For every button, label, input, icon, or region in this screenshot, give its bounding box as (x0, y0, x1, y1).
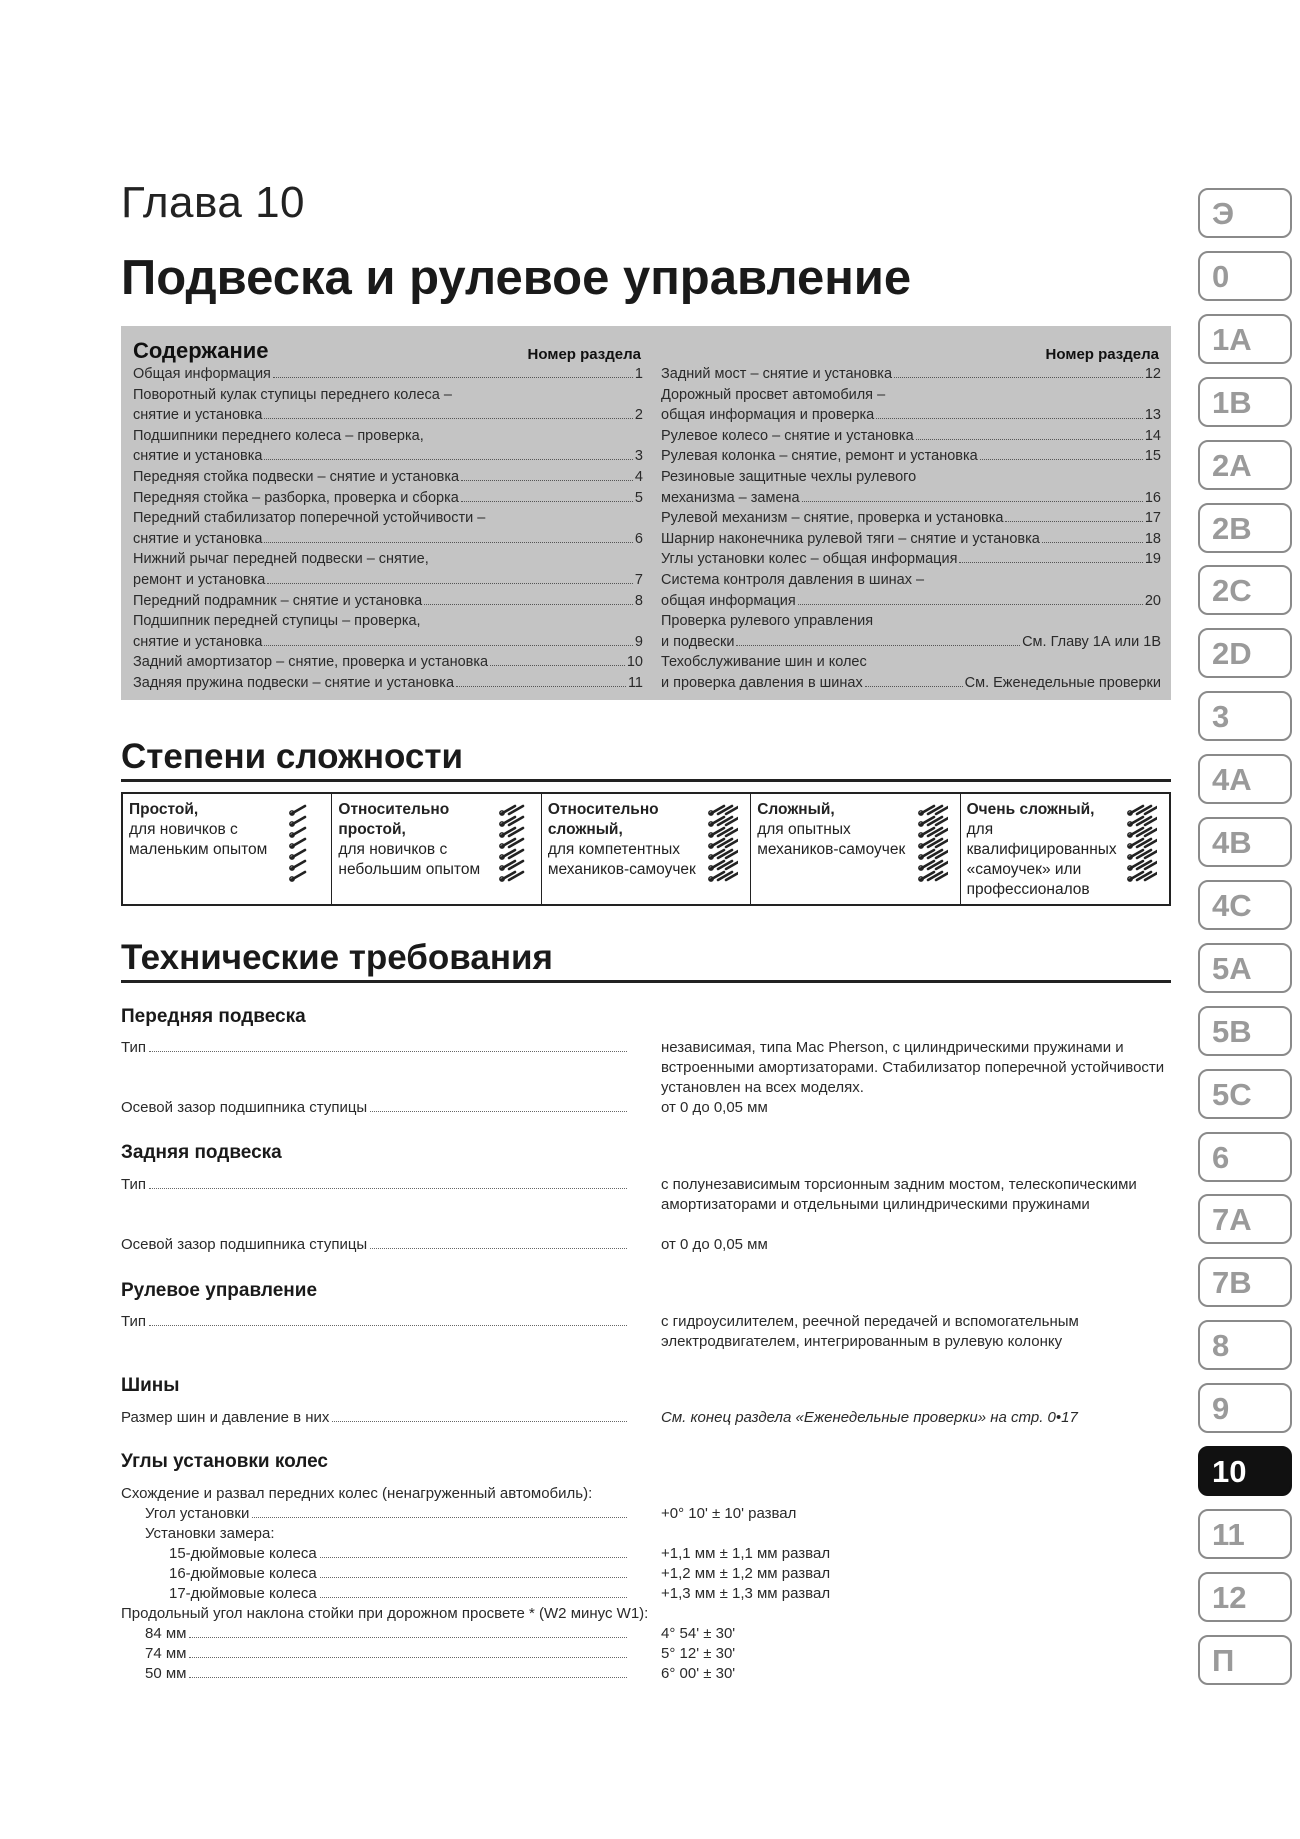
spec-value: 6° 00' ± 30' (661, 1665, 736, 1682)
chapter-tab-label: 3 (1212, 699, 1230, 735)
chapter-tab[interactable] (1198, 1446, 1292, 1496)
chapter-tab-label: 2D (1212, 636, 1252, 672)
chapter-tab[interactable] (1198, 440, 1292, 490)
spec-value: +1,2 мм ± 1,2 мм развал (661, 1565, 831, 1582)
chapter-tab-label: 2B (1212, 510, 1252, 546)
chapter-tab-label: 7B (1212, 1265, 1252, 1301)
chapter-tab-label: 5A (1212, 950, 1252, 986)
contents-item-text: Задняя пружина подвески – снятие и установка (133, 674, 455, 691)
contents-box (121, 326, 1171, 700)
contents-item (133, 364, 643, 385)
chapter-tab[interactable] (1198, 1635, 1292, 1685)
difficulty-description: для опытных механиков-самоучек (757, 821, 906, 858)
spec-value: независимая, типа Mac Pherson, с цилиндрическими пружинами и встроенными амортизаторами. Стабилизатор поперечной устойчивости установлен на всех моделях. (661, 1039, 1165, 1096)
spec-label: Тип (121, 1313, 147, 1330)
spec-label: 15-дюймовые колеса (169, 1545, 317, 1562)
contents-item-number: 4 (634, 468, 643, 485)
contents-item-text: снятие и установка (133, 530, 263, 547)
contents-item-number: См. Главу 1А или 1В (1022, 633, 1161, 650)
chapter-tab[interactable] (1198, 1509, 1292, 1559)
section-number-header: Номер раздела (1045, 346, 1159, 363)
spanner-icon (1125, 800, 1157, 882)
chapter-tab-label: 2C (1212, 573, 1252, 609)
contents-item-number: 16 (1144, 489, 1161, 506)
contents-item-text: Углы установки колес – общая информация (661, 551, 958, 568)
spec-label: Размер шин и давление в них (121, 1409, 330, 1426)
contents-item (661, 364, 1161, 385)
contents-item-text: механизма – замена (661, 489, 800, 506)
difficulty-description: для новичков с небольшим опытом (338, 841, 481, 878)
spec-value: 5° 12' ± 30' (661, 1645, 736, 1662)
steering-heading: Рулевое управление (121, 1280, 318, 1301)
chapter-tab[interactable] (1198, 377, 1292, 427)
chapter-tab-label: 0 (1212, 258, 1230, 294)
contents-item-text: и проверка давления в шинах (661, 674, 863, 691)
contents-item-text: Поворотный кулак ступицы переднего колеса – (133, 386, 452, 403)
chapter-label: Глава 10 (121, 178, 306, 227)
chapter-tab-label: 1A (1212, 321, 1252, 357)
chapter-tab[interactable] (1198, 1257, 1292, 1307)
difficulty-title: Очень сложный, (966, 801, 1095, 818)
chapter-tab[interactable] (1198, 1320, 1292, 1370)
tyres-heading: Шины (121, 1375, 180, 1396)
difficulty-description: для квалифицированных «самоучек» или профессионалов (966, 821, 1117, 898)
difficulty-level (332, 794, 541, 904)
alignment-heading: Углы установки колес (121, 1451, 328, 1472)
section-number-header: Номер раздела (527, 346, 641, 363)
contents-item-number: См. Еженедельные проверки (964, 674, 1161, 691)
chapter-tab[interactable] (1198, 1006, 1292, 1056)
front-suspension-heading: Передняя подвеска (121, 1006, 306, 1027)
contents-item-text: снятие и установка (133, 633, 263, 650)
contents-item (661, 549, 1161, 570)
difficulty-title: Простой, (129, 801, 199, 818)
chapter-tab-label: П (1212, 1642, 1235, 1678)
chapter-tab[interactable] (1198, 1069, 1292, 1119)
contents-item (661, 385, 1161, 426)
contents-item-text: Передний стабилизатор поперечной устойчивости – (133, 510, 486, 527)
contents-item (661, 529, 1161, 550)
contents-item-text: Система контроля давления в шинах – (661, 571, 925, 588)
difficulty-title: Сложный, (757, 801, 835, 818)
contents-item-number: 15 (1144, 448, 1161, 465)
difficulty-label (129, 800, 279, 860)
contents-item-text: Резиновые защитные чехлы рулевого (661, 468, 917, 485)
contents-item-number: 11 (627, 674, 643, 691)
spec-value: с полунезависимым торсионным задним мостом, телескопическими амортизаторами и отдельными цилиндрическими пружинами (661, 1176, 1137, 1213)
difficulty-label (548, 800, 698, 880)
spec-value: 4° 54' ± 30' (661, 1625, 736, 1642)
contents-item-text: Проверка рулевого управления (661, 613, 874, 630)
spec-value: от 0 до 0,05 мм (661, 1236, 768, 1253)
chapter-tab-label: 5C (1212, 1076, 1252, 1112)
chapter-tab-label: 1B (1212, 384, 1252, 420)
chapter-tab-label: 4B (1212, 825, 1252, 860)
contents-item-text: Передняя стойка – разборка, проверка и сборка (133, 489, 459, 506)
chapter-tab[interactable] (1198, 1572, 1292, 1622)
chapter-tab-label: 9 (1212, 1391, 1230, 1427)
chapter-tab[interactable] (1198, 1194, 1292, 1244)
contents-item (661, 467, 1161, 508)
chapter-tab[interactable] (1198, 1132, 1292, 1182)
chapter-tab-label: 6 (1212, 1139, 1230, 1175)
difficulty-level (751, 794, 960, 904)
contents-item-number: 18 (1144, 530, 1161, 547)
contents-item-number: 14 (1144, 427, 1161, 444)
spec-value: См. конец раздела «Еженедельные проверки» на стр. 0•17 (661, 1409, 1078, 1426)
contents-item (133, 467, 643, 488)
contents-item (133, 673, 643, 694)
chapter-tab[interactable] (1198, 943, 1292, 993)
contents-item-number: 6 (634, 530, 643, 547)
contents-item-text: Подшипники переднего колеса – проверка, (133, 427, 424, 444)
chapter-tab-label: 4A (1212, 762, 1252, 798)
spec-label: Осевой зазор подшипника ступицы (121, 1099, 368, 1116)
spec-label: 50 мм (145, 1665, 187, 1682)
spec-label: 16-дюймовые колеса (169, 1565, 317, 1582)
contents-item-text: Задний амортизатор – снятие, проверка и установка (133, 654, 489, 671)
contents-item-text: Рулевой механизм – снятие, проверка и установка (661, 510, 1004, 527)
contents-item-number: 9 (634, 633, 643, 650)
contents-item (133, 426, 643, 467)
spec-value: от 0 до 0,05 мм (661, 1099, 768, 1116)
contents-item-text: Рулевое колесо – снятие и установка (661, 427, 914, 444)
spec-label: Установки замера: (145, 1525, 275, 1542)
spanner-icon (497, 800, 529, 882)
chapter-tab-label: Э (1212, 196, 1235, 231)
contents-item-number: 20 (1144, 592, 1161, 609)
contents-item-text: Передняя стойка подвески – снятие и установка (133, 468, 460, 485)
contents-item-text: Общая информация (133, 366, 271, 382)
rear-suspension-heading: Задняя подвеска (121, 1142, 282, 1163)
spec-label: 74 мм (145, 1645, 187, 1662)
difficulty-level (123, 794, 332, 904)
contents-item-number: 19 (1144, 551, 1161, 568)
spec-label: 84 мм (145, 1625, 187, 1642)
difficulty-label (967, 800, 1117, 900)
contents-item-text: Задний мост – снятие и установка (661, 366, 893, 382)
contents-item-number: 10 (626, 654, 643, 671)
chapter-tab[interactable] (1198, 188, 1292, 238)
contents-item (661, 508, 1161, 529)
contents-item (661, 611, 1161, 652)
spec-label: Угол установки (145, 1505, 250, 1522)
chapter-tab[interactable] (1198, 817, 1292, 867)
contents-item (133, 549, 643, 590)
contents-item-text: Техобслуживание шин и колес (661, 654, 867, 671)
contents-item (133, 385, 643, 426)
spec-label: Схождение и развал передних колес (ненагруженный автомобиль): (121, 1485, 593, 1502)
contents-item-text: снятие и установка (133, 448, 263, 465)
chapter-tab-label: 12 (1212, 1579, 1247, 1615)
spec-value: +0° 10' ± 10' развал (661, 1505, 797, 1522)
contents-item-number: 7 (634, 571, 643, 588)
chapter-tab-label: 2A (1212, 447, 1252, 483)
difficulty-description: для новичков с маленьким опытом (129, 821, 268, 858)
difficulty-label (757, 800, 907, 860)
chapter-tab[interactable] (1198, 503, 1292, 553)
chapter-tab-label: 5B (1212, 1013, 1252, 1049)
contents-item-text: Нижний рычаг передней подвески – снятие, (133, 551, 429, 568)
contents-item-text: общая информация (661, 592, 796, 609)
contents-item (133, 508, 643, 549)
contents-item (133, 488, 643, 509)
contents-heading: Содержание (133, 338, 269, 363)
chapter-tab[interactable] (1198, 1383, 1292, 1433)
contents-item-number: 2 (634, 407, 643, 424)
contents-item (133, 591, 643, 612)
difficulty-title: Относительно сложный, (547, 801, 659, 838)
contents-item (661, 426, 1161, 447)
chapter-tab-label: 4C (1212, 887, 1252, 923)
chapter-tab[interactable] (1198, 314, 1292, 364)
chapter-tab-label: 11 (1212, 1516, 1245, 1552)
difficulty-label (338, 800, 488, 880)
contents-item-number: 3 (634, 448, 643, 465)
chapter-tab-label: 7A (1212, 1202, 1252, 1238)
contents-item-text: ремонт и установка (133, 571, 266, 588)
contents-item-text: Дорожный просвет автомобиля – (661, 386, 886, 403)
contents-item (133, 652, 643, 673)
spec-label: Тип (121, 1176, 147, 1193)
difficulty-description: для компетентных механиков-самоучек (547, 841, 696, 878)
spec-value: +1,1 мм ± 1,1 мм развал (661, 1545, 831, 1562)
contents-item-number: 5 (634, 489, 643, 506)
contents-item-number: 8 (634, 592, 643, 609)
contents-item (661, 446, 1161, 467)
spec-value: +1,3 мм ± 1,3 мм развал (661, 1585, 831, 1602)
chapter-tab[interactable] (1198, 628, 1292, 678)
difficulty-scale (121, 792, 1171, 906)
contents-item-number: 13 (1144, 407, 1161, 424)
spec-label: Тип (121, 1039, 147, 1056)
contents-column-right (661, 334, 1161, 694)
spanner-icon (287, 800, 319, 882)
contents-item-text: общая информация и проверка (661, 407, 875, 424)
chapter-tab-label: 8 (1212, 1328, 1230, 1364)
contents-item-text: Передний подрамник – снятие и установка (133, 592, 423, 609)
difficulty-title: Относительно простой, (338, 801, 450, 838)
spanner-icon (916, 800, 948, 882)
spec-label: Продольный угол наклона стойки при дорожном просвете * (W2 минус W1): (121, 1605, 649, 1622)
chapter-tab[interactable] (1198, 251, 1292, 301)
chapter-tab[interactable] (1198, 691, 1292, 741)
contents-column-left (133, 334, 643, 694)
chapter-tab[interactable] (1198, 565, 1292, 615)
difficulty-level (961, 794, 1169, 904)
spec-value: с гидроусилителем, реечной передачей и вспомогательным электродвигателем, интегрированным в рулевую колонку (661, 1313, 1079, 1350)
contents-item (133, 611, 643, 652)
contents-item-number: 1 (634, 366, 643, 382)
spec-label: 17-дюймовые колеса (169, 1585, 317, 1602)
difficulty-level (542, 794, 751, 904)
contents-item-text: Рулевая колонка – снятие, ремонт и установка (661, 448, 978, 465)
contents-item-text: Шарнир наконечника рулевой тяги – снятие и установка (661, 530, 1040, 547)
chapter-tab[interactable] (1198, 754, 1292, 804)
contents-item-text: и подвески (661, 633, 735, 650)
page-title: Подвеска и рулевое управление (121, 251, 912, 305)
spec-label: Осевой зазор подшипника ступицы (121, 1236, 368, 1253)
contents-item-number: 17 (1144, 510, 1161, 527)
contents-item-number: 12 (1144, 366, 1161, 382)
difficulty-heading: Степени сложности (121, 737, 1171, 782)
contents-item-text: Подшипник передней ступицы – проверка, (133, 613, 421, 630)
contents-item (661, 570, 1161, 611)
specs-heading: Технические требования (121, 938, 1171, 983)
contents-item-text: снятие и установка (133, 407, 263, 424)
chapter-tab[interactable] (1198, 880, 1292, 930)
chapter-tab-label: 10 (1212, 1454, 1247, 1489)
spanner-icon (706, 800, 738, 882)
contents-item (661, 652, 1161, 693)
